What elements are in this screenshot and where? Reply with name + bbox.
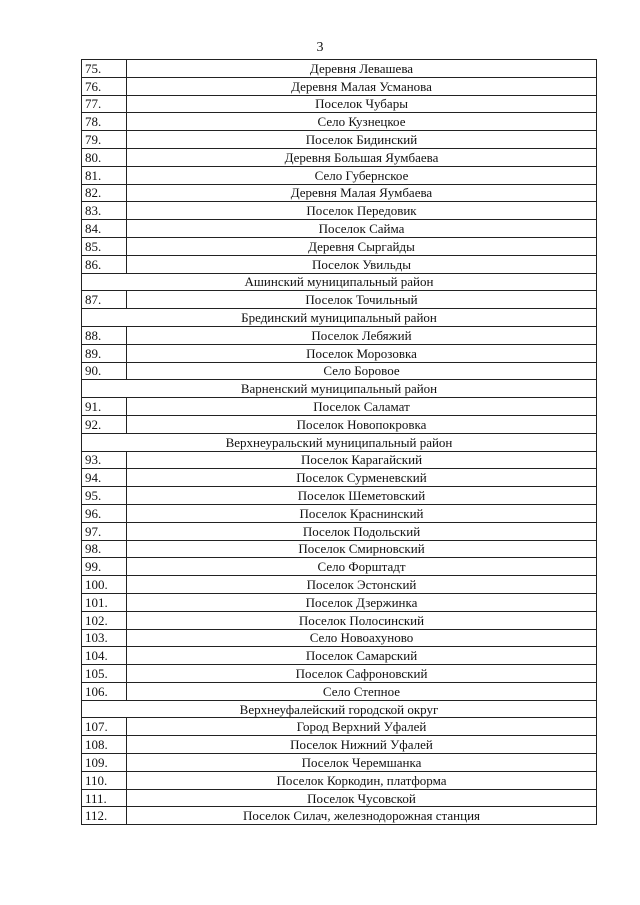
table-row: [82, 558, 597, 576]
row-number: 98.: [82, 540, 127, 558]
table-row: [82, 255, 597, 273]
row-number: 90.: [82, 362, 127, 380]
settlement-name: Село Степное: [127, 682, 597, 700]
settlement-name: Село Боровое: [127, 362, 597, 380]
table-row: [82, 326, 597, 344]
district-header-row: [82, 700, 597, 718]
table-row: [82, 593, 597, 611]
settlement-name: Поселок Саламат: [127, 398, 597, 416]
row-number: 96.: [82, 504, 127, 522]
settlement-name: Поселок Сайма: [127, 220, 597, 238]
settlement-name: Поселок Точильный: [127, 291, 597, 309]
settlement-name: Деревня Малая Усманова: [127, 77, 597, 95]
row-number: 104.: [82, 647, 127, 665]
row-number: 111.: [82, 789, 127, 807]
settlement-name: Деревня Сыргайды: [127, 237, 597, 255]
row-number: 105.: [82, 665, 127, 683]
page-number: 3: [316, 40, 324, 55]
settlement-name: Поселок Эстонский: [127, 576, 597, 594]
settlement-name: Поселок Шеметовский: [127, 487, 597, 505]
table-row: [82, 131, 597, 149]
table-row: [82, 291, 597, 309]
table-row: [82, 469, 597, 487]
settlement-name: Поселок Новопокровка: [127, 415, 597, 433]
table-row: [82, 148, 597, 166]
table-row: [82, 611, 597, 629]
table-row: [82, 398, 597, 416]
settlement-name: Поселок Краснинский: [127, 504, 597, 522]
settlement-name: Поселок Чусовской: [127, 789, 597, 807]
row-number: 82.: [82, 184, 127, 202]
row-number: 86.: [82, 255, 127, 273]
table-row: [82, 113, 597, 131]
table-row: [82, 77, 597, 95]
table-row: [82, 451, 597, 469]
row-number: 95.: [82, 487, 127, 505]
row-number: 94.: [82, 469, 127, 487]
row-number: 91.: [82, 398, 127, 416]
settlement-name: Поселок Смирновский: [127, 540, 597, 558]
district-name: Ашинский муниципальный район: [82, 273, 597, 291]
settlement-name: Поселок Сурменевский: [127, 469, 597, 487]
row-number: 89.: [82, 344, 127, 362]
table-row: [82, 771, 597, 789]
table-row: [82, 629, 597, 647]
settlement-name: Поселок Подольский: [127, 522, 597, 540]
row-number: 97.: [82, 522, 127, 540]
row-number: 102.: [82, 611, 127, 629]
row-number: 108.: [82, 736, 127, 754]
row-number: 85.: [82, 237, 127, 255]
row-number: 78.: [82, 113, 127, 131]
settlement-name: Село Кузнецкое: [127, 113, 597, 131]
settlement-name: Деревня Большая Яумбаева: [127, 148, 597, 166]
settlement-name: Город Верхний Уфалей: [127, 718, 597, 736]
settlements-table-body: [82, 60, 597, 825]
settlement-name: Поселок Черемшанка: [127, 754, 597, 772]
row-number: 81.: [82, 166, 127, 184]
settlement-name: Поселок Передовик: [127, 202, 597, 220]
settlement-name: Деревня Левашева: [127, 60, 597, 78]
row-number: 100.: [82, 576, 127, 594]
row-number: 88.: [82, 326, 127, 344]
table-row: [82, 647, 597, 665]
table-row: [82, 754, 597, 772]
district-name: Верхнеуфалейский городской округ: [82, 700, 597, 718]
row-number: 93.: [82, 451, 127, 469]
settlement-name: Село Форштадт: [127, 558, 597, 576]
district-header-row: [82, 433, 597, 451]
settlement-name: Поселок Полосинский: [127, 611, 597, 629]
row-number: 84.: [82, 220, 127, 238]
table-row: [82, 487, 597, 505]
table-row: [82, 60, 597, 78]
settlement-name: Поселок Коркодин, платформа: [127, 771, 597, 789]
row-number: 75.: [82, 60, 127, 78]
district-name: Верхнеуральский муниципальный район: [82, 433, 597, 451]
table-row: [82, 576, 597, 594]
table-row: [82, 665, 597, 683]
table-row: [82, 504, 597, 522]
table-row: [82, 789, 597, 807]
row-number: 109.: [82, 754, 127, 772]
settlement-name: Село Новоахуново: [127, 629, 597, 647]
row-number: 87.: [82, 291, 127, 309]
row-number: 110.: [82, 771, 127, 789]
district-header-row: [82, 380, 597, 398]
row-number: 76.: [82, 77, 127, 95]
settlement-name: Деревня Малая Яумбаева: [127, 184, 597, 202]
settlement-name: Поселок Дзержинка: [127, 593, 597, 611]
row-number: 112.: [82, 807, 127, 825]
settlements-table: [81, 59, 597, 825]
row-number: 80.: [82, 148, 127, 166]
table-row: [82, 807, 597, 825]
row-number: 79.: [82, 131, 127, 149]
table-row: [82, 415, 597, 433]
district-header-row: [82, 309, 597, 327]
row-number: 83.: [82, 202, 127, 220]
row-number: 92.: [82, 415, 127, 433]
row-number: 99.: [82, 558, 127, 576]
row-number: 107.: [82, 718, 127, 736]
settlement-name: Поселок Самарский: [127, 647, 597, 665]
table-row: [82, 736, 597, 754]
settlement-name: Поселок Чубары: [127, 95, 597, 113]
table-row: [82, 718, 597, 736]
settlement-name: Поселок Нижний Уфалей: [127, 736, 597, 754]
district-header-row: [82, 273, 597, 291]
settlement-name: Поселок Карагайский: [127, 451, 597, 469]
table-row: [82, 237, 597, 255]
table-row: [82, 522, 597, 540]
table-row: [82, 540, 597, 558]
table-row: [82, 344, 597, 362]
settlement-name: Поселок Силач, железнодорожная станция: [127, 807, 597, 825]
district-name: Варненский муниципальный район: [82, 380, 597, 398]
table-row: [82, 362, 597, 380]
settlement-name: Поселок Морозовка: [127, 344, 597, 362]
table-row: [82, 202, 597, 220]
table-row: [82, 682, 597, 700]
row-number: 77.: [82, 95, 127, 113]
settlement-name: Село Губернское: [127, 166, 597, 184]
table-row: [82, 166, 597, 184]
row-number: 103.: [82, 629, 127, 647]
table-row: [82, 220, 597, 238]
table-row: [82, 184, 597, 202]
row-number: 106.: [82, 682, 127, 700]
row-number: 101.: [82, 593, 127, 611]
table-row: [82, 95, 597, 113]
settlement-name: Поселок Увильды: [127, 255, 597, 273]
settlement-name: Поселок Бидинский: [127, 131, 597, 149]
district-name: Брединский муниципальный район: [82, 309, 597, 327]
settlement-name: Поселок Лебяжий: [127, 326, 597, 344]
settlement-name: Поселок Сафроновский: [127, 665, 597, 683]
